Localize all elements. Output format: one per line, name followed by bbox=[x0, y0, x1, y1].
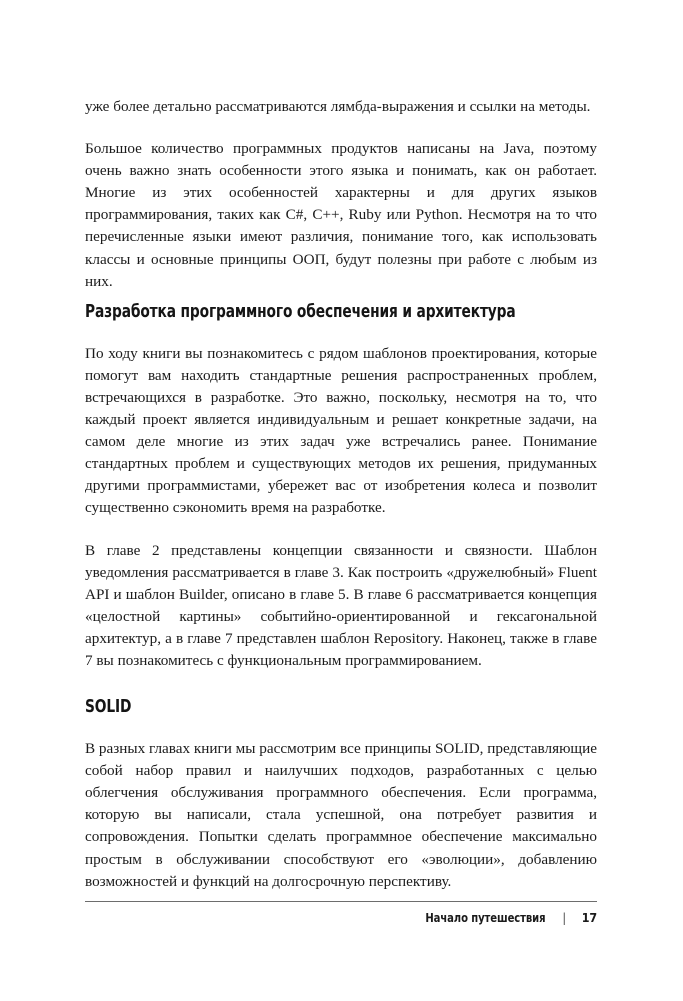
section-architecture bbox=[85, 301, 597, 672]
page-content bbox=[85, 96, 597, 893]
footer-divider bbox=[85, 901, 597, 902]
paragraph-java-languages: Большое количество программных продуктов написаны на Java, поэтому очень важно знать особенности этого языка и понимать, как он работает. Многие из этих особенностей характерны и для других языков программирования, таких как C#, C++, Ruby или Python. Несмотря на то что перечисленные языки имеют различия, понимание того, как использовать классы и основные принципы ООП, будут полезны при работе с любым из них. bbox=[85, 140, 597, 290]
paragraph-solid-principles: В разных главах книги мы рассмотрим все принципы SOLID, представляющие собой набор правил и наилучших подходов, разработанных с целью облегчения обслуживания программного обеспечения. Если программа, которую вы написали, стала успешной, она потребует развития и сопровождения. Попытки сделать программное обеспечение максимально простым в обслуживании способствуют его «эволюции», добавлению возможностей и функций на долгосрочную перспективу. bbox=[85, 740, 597, 890]
paragraph-chapter-overview: В главе 2 представлены концепции связанности и связности. Шаблон уведомления рассматривается в главе 3. Как построить «дружелюбный» Fluent API и шаблон Builder, описано в главе 5. В главе 6 рассматривается концепция «целостной картины» событийно-ориентированной и гексагональной архитектур, а в главе 7 представлен шаблон Repository. Наконец, также в главе 7 вы познакомитесь с функциональным программированием. bbox=[85, 541, 597, 669]
section-heading-architecture: Разработка программного обеспечения и архитектура bbox=[85, 301, 516, 322]
footer-separator: | bbox=[562, 910, 566, 925]
page-number: 17 bbox=[581, 910, 597, 925]
section-solid bbox=[85, 696, 597, 893]
page-footer bbox=[85, 901, 597, 925]
running-head: Начало путешествия bbox=[425, 910, 546, 925]
paragraph-intro-continuation: уже более детально рассматриваются лямбда-выражения и ссылки на методы. bbox=[85, 98, 591, 115]
section-heading-solid: SOLID bbox=[85, 697, 132, 718]
paragraph-design-patterns: По ходу книги вы познакомитесь с рядом шаблонов проектирования, которые помогут вам находить стандартные решения распространенных проблем, встречающихся в разработке. Это важно, поскольку, несмотря на то, что каждый проект является индивидуальным и решает конкретные задачи, на самом деле многие из этих задач уже встречались ранее. Понимание стандартных проблем и существующих методов их решения, придуманных другими программистами, убережет вас от изобретения колеса и позволит существенно сэкономить время на разработке. bbox=[85, 344, 597, 517]
footer-content bbox=[85, 910, 597, 925]
